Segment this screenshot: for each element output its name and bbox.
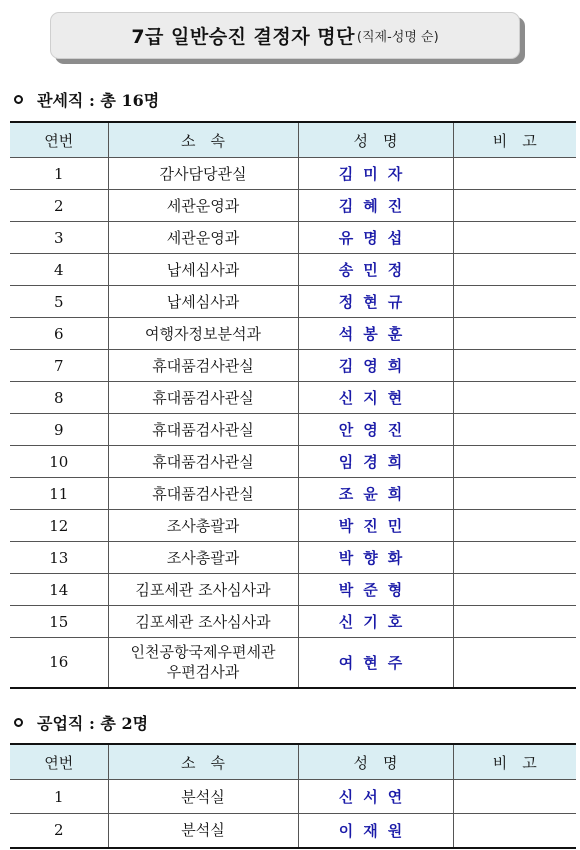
row-note (453, 414, 576, 446)
row-name: 조윤희 (298, 478, 453, 510)
row-note (453, 382, 576, 414)
row-name: 석봉훈 (298, 318, 453, 350)
row-name: 신서연 (298, 780, 453, 814)
row-department: 휴대품검사관실 (108, 382, 298, 414)
row-name: 이재원 (298, 814, 453, 848)
row-department: 휴대품검사관실 (108, 478, 298, 510)
row-department: 분석실 (108, 780, 298, 814)
row-number: 6 (10, 318, 108, 350)
header-note: 비 고 (453, 122, 576, 158)
section-heading-industrial (14, 711, 148, 734)
header-dept: 소 속 (108, 744, 298, 780)
row-note (453, 478, 576, 510)
section-heading-customs (14, 88, 159, 111)
row-name: 박향화 (298, 542, 453, 574)
row-number: 2 (10, 190, 108, 222)
row-note (453, 606, 576, 638)
row-department: 분석실 (108, 814, 298, 848)
table-row (10, 350, 576, 382)
customs-roster-body (10, 158, 576, 688)
row-name: 박준형 (298, 574, 453, 606)
row-department: 감사담당관실 (108, 158, 298, 190)
section-heading-text: 공업직 : 총 2명 (37, 714, 149, 733)
table-row (10, 542, 576, 574)
row-number: 7 (10, 350, 108, 382)
row-department: 휴대품검사관실 (108, 350, 298, 382)
row-name: 송민정 (298, 254, 453, 286)
table-row (10, 638, 576, 688)
page-title: 7급 일반승진 결정자 명단 (131, 26, 355, 48)
row-note (453, 542, 576, 574)
row-department: 조사총괄과 (108, 542, 298, 574)
table-row (10, 318, 576, 350)
row-number: 1 (10, 780, 108, 814)
row-number: 10 (10, 446, 108, 478)
header-name: 성 명 (298, 744, 453, 780)
row-note (453, 158, 576, 190)
title-box (50, 12, 520, 59)
table-row (10, 574, 576, 606)
row-note (453, 222, 576, 254)
table-row (10, 780, 576, 814)
row-department: 김포세관 조사심사과 (108, 606, 298, 638)
table-row (10, 814, 576, 848)
row-note (453, 254, 576, 286)
row-note (453, 446, 576, 478)
row-number: 4 (10, 254, 108, 286)
page-subtitle: (직제-성명 순) (356, 30, 439, 45)
row-number: 2 (10, 814, 108, 848)
table-row (10, 382, 576, 414)
row-note (453, 190, 576, 222)
row-name: 정현규 (298, 286, 453, 318)
row-number: 12 (10, 510, 108, 542)
circle-bullet-icon (14, 95, 23, 104)
table-header-row (10, 744, 576, 780)
row-department: 인천공항국제우편세관 우편검사과 (108, 638, 298, 688)
row-note (453, 780, 576, 814)
header-name: 성 명 (298, 122, 453, 158)
table-row (10, 414, 576, 446)
row-note (453, 638, 576, 688)
row-name: 신기호 (298, 606, 453, 638)
row-number: 11 (10, 478, 108, 510)
row-number: 1 (10, 158, 108, 190)
table-row (10, 190, 576, 222)
row-name: 여현주 (298, 638, 453, 688)
row-note (453, 510, 576, 542)
row-department: 김포세관 조사심사과 (108, 574, 298, 606)
row-number: 16 (10, 638, 108, 688)
row-department: 휴대품검사관실 (108, 446, 298, 478)
row-name: 박진민 (298, 510, 453, 542)
row-name: 김혜진 (298, 190, 453, 222)
table-header-row (10, 122, 576, 158)
row-number: 13 (10, 542, 108, 574)
row-department: 세관운영과 (108, 222, 298, 254)
row-department: 세관운영과 (108, 190, 298, 222)
row-name: 임경희 (298, 446, 453, 478)
row-name: 김영희 (298, 350, 453, 382)
row-number: 5 (10, 286, 108, 318)
row-note (453, 574, 576, 606)
row-department: 휴대품검사관실 (108, 414, 298, 446)
row-name: 안영진 (298, 414, 453, 446)
row-department: 납세심사과 (108, 254, 298, 286)
row-number: 3 (10, 222, 108, 254)
row-note (453, 286, 576, 318)
table-row (10, 510, 576, 542)
row-number: 8 (10, 382, 108, 414)
row-note (453, 318, 576, 350)
table-row (10, 606, 576, 638)
table-row (10, 254, 576, 286)
row-note (453, 350, 576, 382)
header-note: 비 고 (453, 744, 576, 780)
table-row (10, 446, 576, 478)
row-number: 15 (10, 606, 108, 638)
customs-roster-table (10, 121, 576, 689)
circle-bullet-icon (14, 718, 23, 727)
table-row (10, 158, 576, 190)
row-department: 납세심사과 (108, 286, 298, 318)
row-number: 9 (10, 414, 108, 446)
table-row (10, 478, 576, 510)
title-banner (50, 12, 522, 62)
table-row (10, 286, 576, 318)
row-number: 14 (10, 574, 108, 606)
row-department: 여행자정보분석과 (108, 318, 298, 350)
row-note (453, 814, 576, 848)
row-name: 신지현 (298, 382, 453, 414)
header-dept: 소 속 (108, 122, 298, 158)
table-row (10, 222, 576, 254)
industrial-roster-table (10, 743, 576, 849)
section-heading-text: 관세직 : 총 16명 (37, 91, 160, 110)
industrial-roster-body (10, 780, 576, 848)
header-no: 연번 (10, 122, 108, 158)
row-name: 유명섭 (298, 222, 453, 254)
row-name: 김미자 (298, 158, 453, 190)
row-department: 조사총괄과 (108, 510, 298, 542)
header-no: 연번 (10, 744, 108, 780)
